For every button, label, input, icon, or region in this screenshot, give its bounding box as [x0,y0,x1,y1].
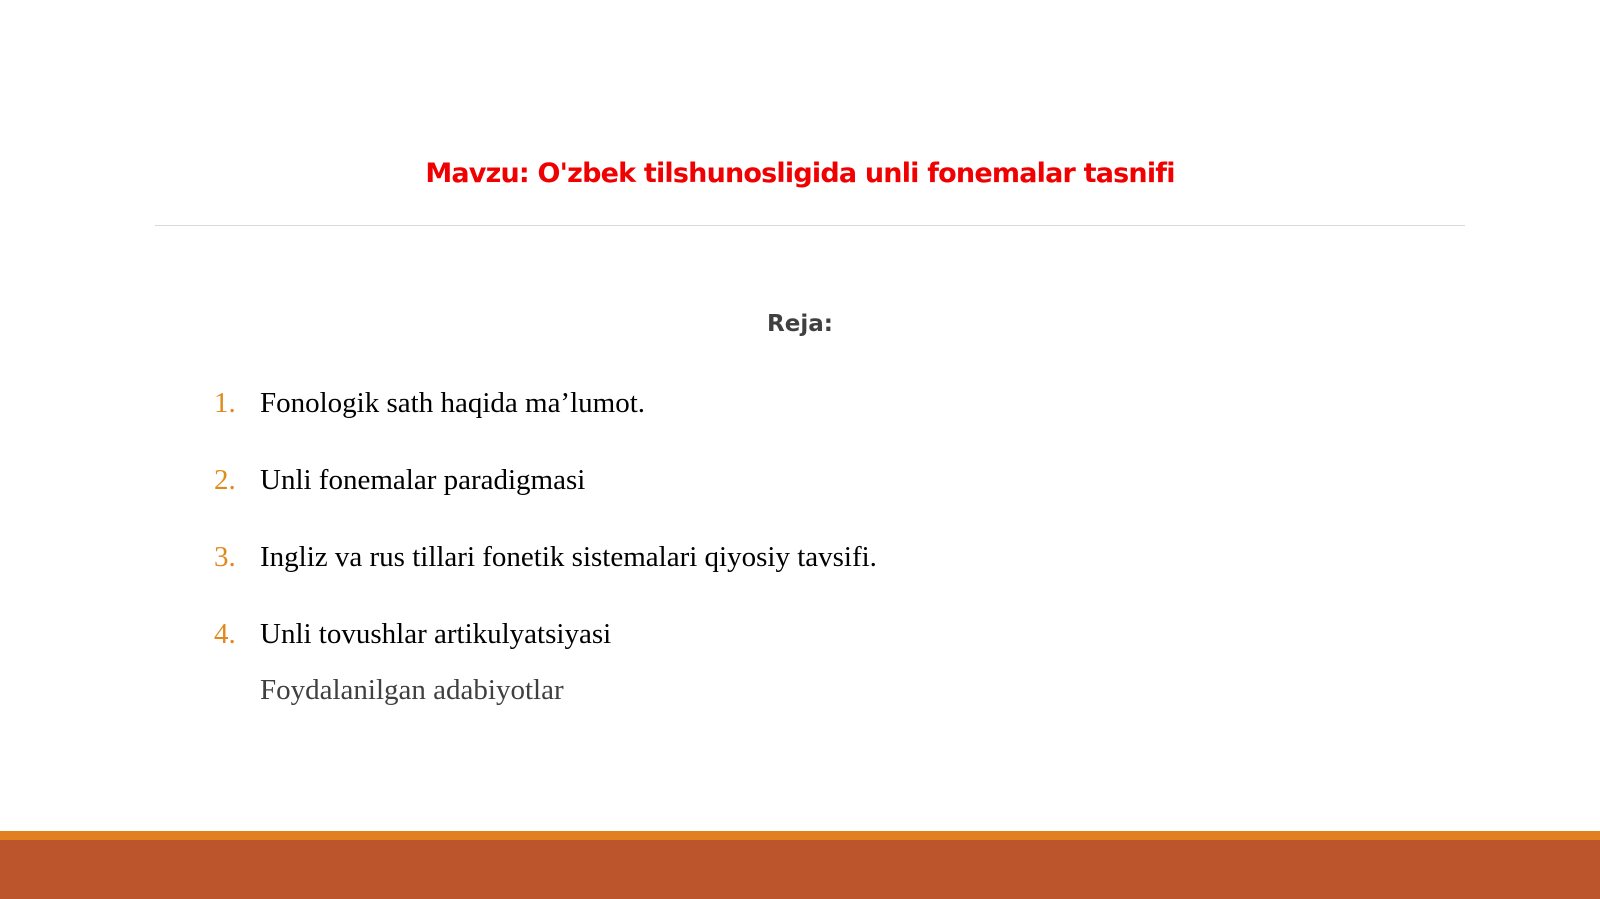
plan-item-text: Unli fonemalar paradigmasi [260,464,586,496]
plan-heading: Reja: [767,311,833,337]
plan-item-number: 1. [214,387,236,419]
title-divider [155,225,1465,226]
plan-item-number: 4. [214,618,236,650]
plan-item-text: Unli tovushlar artikulyatsiyasi [260,618,612,650]
plan-item-text: Ingliz va rus tillari fonetik sistemalari qiyosiy tavsifi. [260,541,877,573]
references-line: Foydalanilgan adabiyotlar [260,674,564,706]
plan-item-number: 3. [214,541,236,573]
slide-title: Mavzu: O'zbek tilshunosligida unli fonemalar tasnifi [425,158,1175,189]
plan-item-number: 2. [214,464,236,496]
footer-bar [0,840,1600,899]
plan-item-text: Fonologik sath haqida ma’lumot. [260,387,646,419]
footer-accent-bar [0,831,1600,840]
